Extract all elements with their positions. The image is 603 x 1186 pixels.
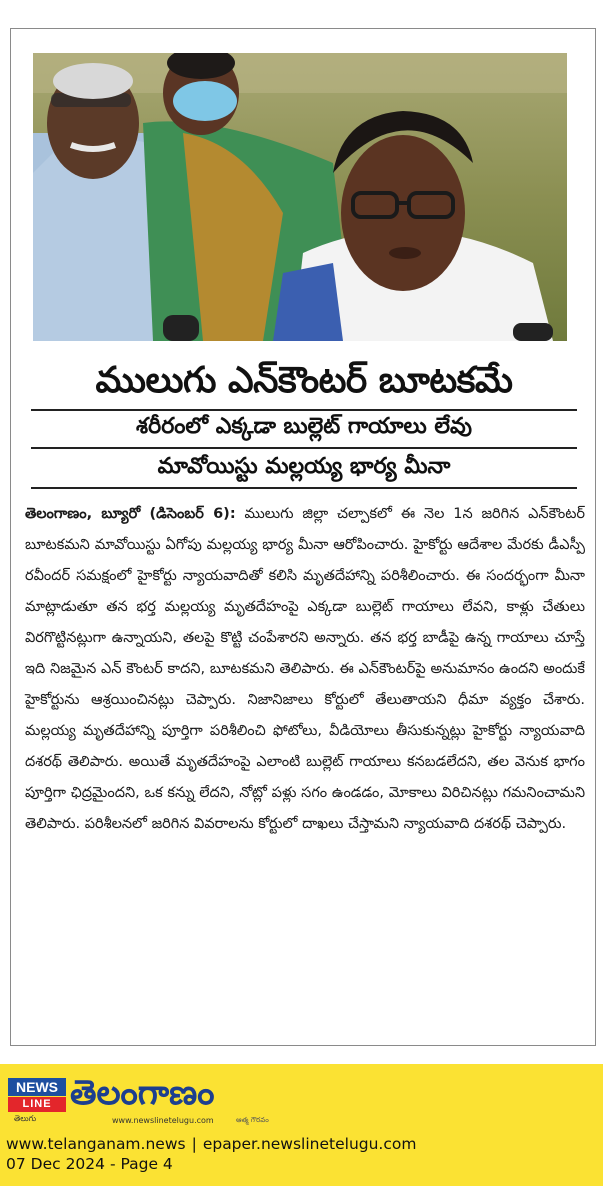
link-separator: | — [191, 1135, 197, 1153]
subhead-bottom-rule — [31, 487, 577, 489]
article-clipping — [10, 28, 596, 1046]
dateline: తెలంగాణం, బ్యూరో (డిసెంబర్ 6): — [25, 506, 236, 522]
headline: ములుగు ఎన్‌కౌంటర్ బూటకమే — [95, 360, 513, 401]
newsline-logo — [8, 1078, 66, 1112]
brand-name: తెలంగాణం — [70, 1073, 215, 1113]
logo-subtitle: తెలుగు — [14, 1114, 37, 1123]
page-info: 07 Dec 2024 - Page 4 — [6, 1155, 173, 1173]
body-paragraph: ములుగు జిల్లా చల్పాకలో ఈ నెల 1న జరిగిన ఎన్‌కౌంటర్ బూటకమని మావోయిస్టు ఏగోపు మల్లయ్య భార్య మీనా ఆరోపించారు. హైకోర్టు ఆదేశాల మేరకు డీఎస్పీ రవీందర్ సమక్షంలో హైకోర్టు న్యాయవాదితో కలిసి మృతదేహాన్ని పరిశీలించారు. ఈ సందర్భంగా మీనా మాట్లాడుతూ తన భర్త మల్లయ్య మృతదేహంపై ఎక్కడా బుల్లెట్ గాయాలు లేవని, కాళ్లు చేతులు విరగొట్టినట్లుగా ఉన్నాయని, తలపై కొట్టి చంపేశారని అన్నారు. తన భర్త బాడీపై ఉన్న గాయాలు చూస్తే ఇది నిజమైన ఎన్ కౌంటర్ కాదని, బూటకమని తెలిపారు. ఈ ఎన్‌కౌంటర్‌పై అనుమానం ఉందని అందుకే హైకోర్టును ఆశ్రయించినట్లు చెప్పారు. నిజానిజాలు కోర్టులో తేలుతాయని ధీమా వ్యక్తం చేశారు. మల్లయ్య మృతదేహాన్ని పూర్తిగా పరిశీలించి ఫోటోలు, వీడియోలు తీసుకున్నట్లు హైకోర్టు న్యాయవాది దశరథ్ తెలిపారు. అయితే మృతదేహంపై ఎలాంటి బుల్లెట్ గాయాలు కనబడలేదని, తల వెనుక భాగం పూర్తిగా ఛిద్రమైందని, ఒక కన్ను లేదని, నోట్లో పళ్లు సగం ఉండడం, మోకాలు విరిచినట్లు గమనించామని తెలిపారు. పరిశీలనలో జరిగిన వివరాలను కోర్టులో దాఖలు చేస్తామని న్యాయవాది దశరథ్ చెప్పారు. — [25, 506, 586, 832]
article-body — [25, 499, 585, 840]
telanganam-link[interactable]: www.telanganam.news — [6, 1135, 186, 1153]
epaper-link[interactable]: epaper.newslinetelugu.com — [202, 1135, 417, 1153]
subhead-second: మావోయిస్టు మల్లయ్య భార్య మీనా — [157, 454, 451, 479]
article-photo — [33, 53, 567, 341]
brand-url: www.newslinetelugu.com — [112, 1116, 214, 1125]
brand-tagline: ఆత్మ గౌరవం — [236, 1116, 269, 1124]
footer-links — [6, 1134, 416, 1154]
photo-illustration — [33, 53, 567, 341]
footer-banner — [0, 1064, 603, 1186]
logo-line-text: LINE — [8, 1097, 66, 1112]
subhead-first: శరీరంలో ఎక్కడా బుల్లెట్ గాయాలు లేవు — [136, 414, 472, 439]
logo-news-text: NEWS — [8, 1078, 66, 1096]
